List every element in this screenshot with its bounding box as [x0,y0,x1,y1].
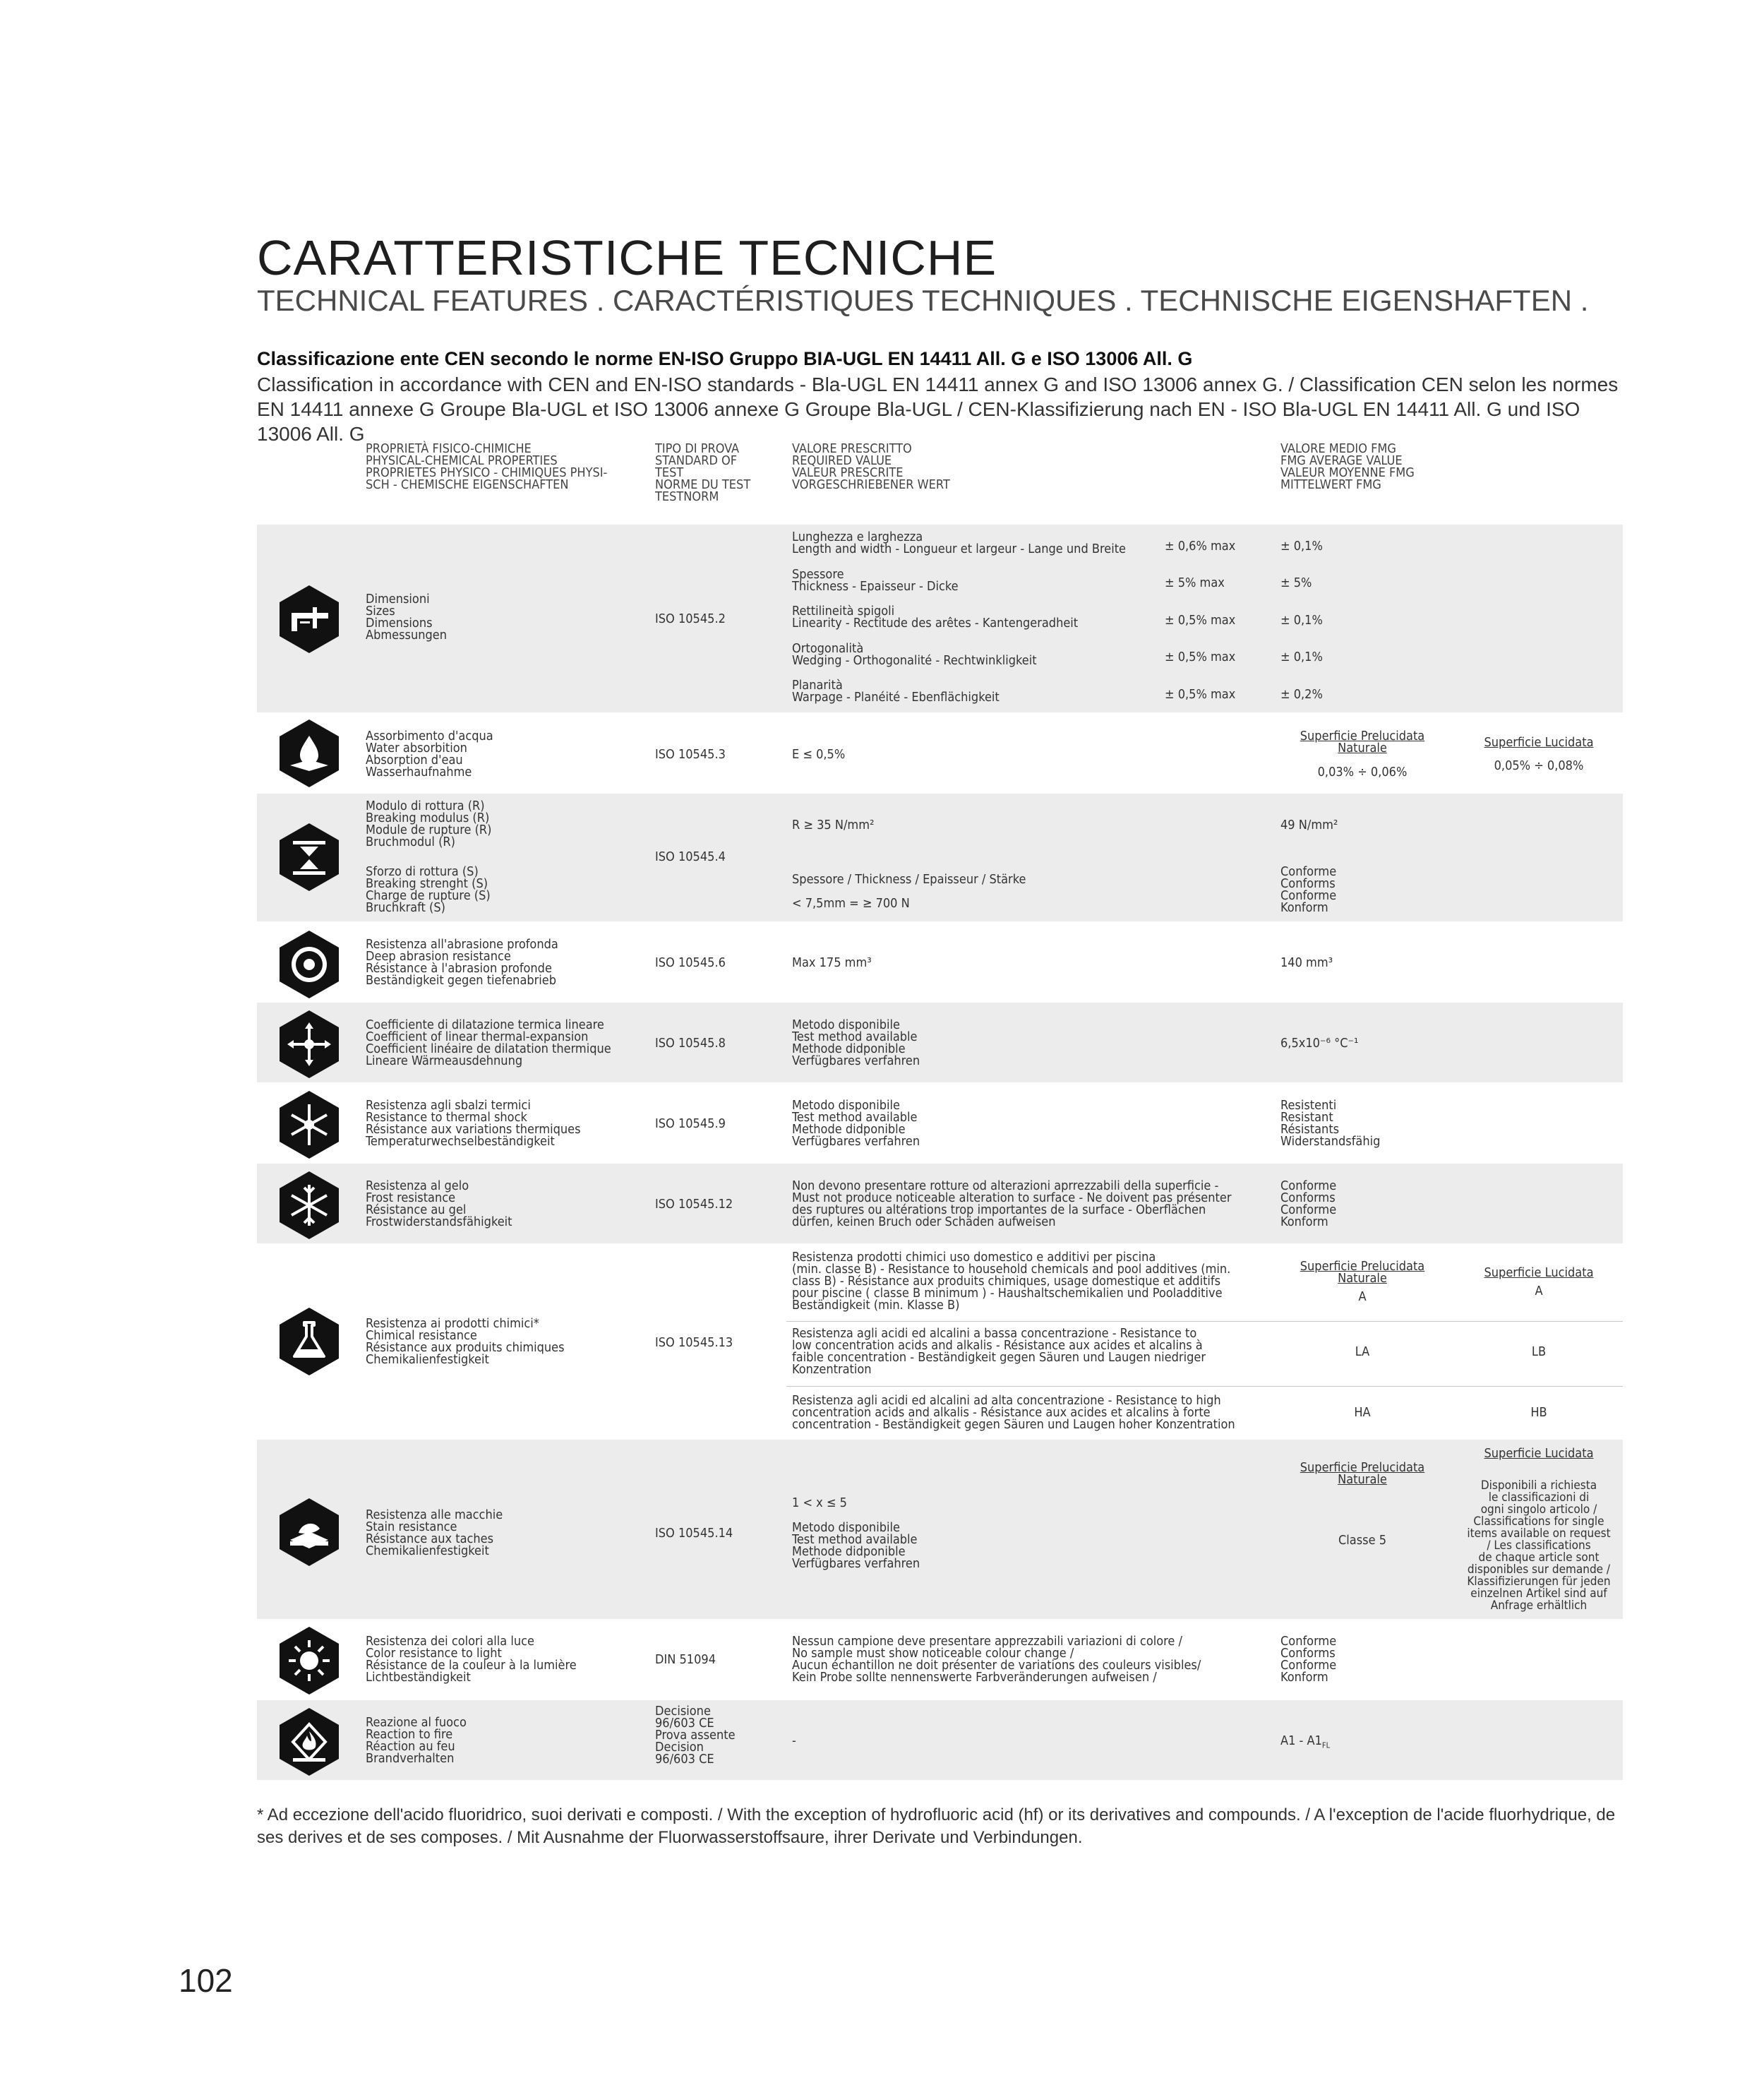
breaking-test: ISO 10545.4 [655,849,726,864]
fire-average [1280,1735,1330,1752]
abrasion-required: Max 175 mm³ [792,955,872,970]
sun-icon [279,1626,340,1695]
breaking-required-force: < 7,5mm = ≥ 700 N [792,896,910,911]
snowflake-icon [279,1171,340,1240]
breaking-property-force: Sforzo di rottura (S) Breaking strenght (S) Charge de rupture (S) Bruchkraft (S) [366,864,491,915]
thermal-expansion-average: 6,5x10⁻⁶ °C⁻¹ [1280,1036,1359,1051]
dimensions-item-label: Rettilineità spigoli Linearity - Rectitude des arêtes - Kantengeradheit [792,604,1079,631]
chemicals-surface-header: Superficie Prelucidata Naturale [1300,1259,1425,1286]
dimensions-item-tolerance: ± 0,5% max [1165,650,1236,664]
water-required: E ≤ 0,5% [792,747,846,762]
dimensions-test: ISO 10545.2 [655,611,726,626]
fire-property: Reazione al fuoco Reaction to fire Réaction au feu Brandverhalten [366,1715,467,1766]
fire-average-subscript: FL [1321,1740,1331,1750]
stain-surface-header: Superficie Prelucidata Naturale [1300,1460,1425,1487]
water-surface-value: 0,03% ÷ 0,06% [1317,765,1408,779]
water-property: Assorbimento d'acqua Water absorbition Absorption d'eau Wasserhaufnahme [366,729,493,779]
stain-polished-value: Disponibili a richiesta le classificazioni di ogni singolo articolo / Classifications for single items available on request / Les classifications de chaque article sont disponibles sur demande / Klassifizierungen für jeden einzelnen Artikel sind auf Anfrage erhältlich [1467,1478,1611,1613]
dimensions-item-tolerance: ± 0,5% max [1165,687,1236,702]
frost-property: Resistenza al gelo Frost resistance Résistance au gel Frostwiderstandsfähigkeit [366,1178,512,1229]
abrasion-property: Resistenza all'abrasione profonda Deep abrasion resistance Résistance à l'abrasion profonde Beständigkeit gegen tiefenabrieb [366,937,558,988]
stain-required-method: Metodo disponibile Test method available Methode didponible Verfügbares verfahren [792,1520,920,1571]
page-number: 102 [179,1962,233,1999]
thermal-expansion-property: Coefficiente di dilatazione termica lineare Coefficient of linear thermal-expansion Coefficient linéaire de dilatation thermique Lineare Wärmeausdehnung [366,1017,611,1068]
chemicals-divider [786,1386,1623,1387]
water-drop-icon [279,719,340,788]
stain-property: Resistenza alle macchie Stain resistance Résistance aux taches Chemikalienfestigkeit [366,1507,503,1558]
flask-icon [279,1307,340,1376]
chemicals-item-label: Resistenza agli acidi ed alcalini a bassa concentrazione - Resistance to low concentration acids and alkalis - Résistance aux acides et alcalins à faible concentration - Beständigkeit gegen Säuren und Laugen niedriger Konzentration [792,1326,1206,1377]
page-title: CARATTERISTICHE TECNICHE [257,230,997,285]
light-average: Conforme Conforms Conforme Konform [1280,1634,1337,1685]
light-required: Nessun campione deve presentare apprezzabili variazioni di colore / No sample must show noticeable colour change / Aucun échantillon ne doit présenter de variations des couleurs visibles/ Kein Probe sollte nennenswerte Farbveränderungen aufweisen / [792,1634,1201,1685]
header-test: TIPO DI PROVA STANDARD OF TEST NORME DU TEST TESTNORM [655,441,751,504]
thermal-expansion-test: ISO 10545.8 [655,1036,726,1051]
dimensions-property: Dimensioni Sizes Dimensions Abmessungen [366,592,448,643]
stain-surface-value: Classe 5 [1338,1533,1387,1548]
fire-required: - [792,1733,796,1748]
chemicals-item-label: Resistenza prodotti chimici uso domestico e additivi per piscina (min. classe B) - Resistance to household chemicals and pool additives (min. class B) - Résistance aux produits chimiques, usage domestique et additifs pour piscine ( classe B minimum ) - Haushaltschemikalien und Pooladditive Beständigkeit (min. Klasse B) [792,1250,1231,1313]
classification-heading: Classificazione ente CEN secondo le norme EN-ISO Gruppo BIA-UGL EN 14411 All. G e ISO 13006 All. G [257,348,1193,369]
caliper-icon [279,585,340,654]
header-required: VALORE PRESCRITTO REQUIRED VALUE VALEUR PRESCRITE VORGESCHRIEBENER WERT [792,441,950,492]
thermal-expansion-required: Metodo disponibile Test method available Methode didponible Verfügbares verfahren [792,1017,920,1068]
thermal-shock-average: Resistenti Resistant Résistants Widerstandsfähig [1280,1098,1381,1149]
chemicals-divider [786,1321,1623,1322]
frost-test: ISO 10545.12 [655,1197,733,1212]
water-test: ISO 10545.3 [655,747,726,762]
dimensions-item-tolerance: ± 0,5% max [1165,613,1236,628]
dimensions-item-average: ± 5% [1280,575,1312,590]
thermal-shock-property: Resistenza agli sbalzi termici Resistance to thermal shock Résistance aux variations thermiques Temperaturwechselbeständigkeit [366,1098,581,1149]
saw-blade-icon [279,930,340,999]
footnote: * Ad eccezione dell'acido fluoridrico, suoi derivati e composti. / With the exception of hydrofluoric acid (hf) or its derivatives and compounds. / A l'exception de l'acide fluorhydrique, de ses derives et de ses composes. / Mit Ausnahme der Fluorwasserstoffsaure, ihrer Derivate und Verbindungen. [257,1805,1616,1847]
frost-average: Conforme Conforms Conforme Konform [1280,1178,1337,1229]
fire-average-value: A1 - A1 [1280,1733,1322,1748]
header-average: VALORE MEDIO FMG FMG AVERAGE VALUE VALEUR MOYENNE FMG MITTELWERT FMG [1280,441,1415,492]
light-test: DIN 51094 [655,1652,716,1667]
breaking-required-modulus: R ≥ 35 N/mm² [792,818,875,832]
dimensions-item-average: ± 0,1% [1280,539,1323,554]
thermal-shock-test: ISO 10545.9 [655,1116,726,1131]
frost-required: Non devono presentare rotture od alterazioni aprrezzabili della superficie - Must not produce noticeable alteration to surface - Ne doivent pas présenter des ruptures ou altérations trop importantes de la surface - Oberflächen dürfen, keinen Bruch oder Schäden aufweisen [792,1178,1232,1229]
stain-test: ISO 10545.14 [655,1526,733,1541]
dimensions-item-label: Planarità Warpage - Planéité - Ebenflächigkeit [792,678,1000,705]
breaking-required-thickness: Spessore / Thickness / Epaisseur / Stärke [792,872,1026,887]
chemicals-item-value-polished: LB [1531,1344,1547,1359]
fire-test: Decisione 96/603 CE Prova assente Decision 96/603 CE [655,1704,736,1767]
chemicals-test: ISO 10545.13 [655,1335,733,1350]
water-polished-value: 0,05% ÷ 0,08% [1494,758,1584,773]
breaking-average-modulus: 49 N/mm² [1280,818,1338,832]
press-icon [279,823,340,892]
page-subtitle: TECHNICAL FEATURES . CARACTÉRISTIQUES TECHNIQUES . TECHNISCHE EIGENSHAFTEN . [257,284,1589,317]
stain-polished-header: Superficie Lucidata [1484,1446,1594,1461]
header-property: PROPRIETÀ FISICO-CHIMICHE PHYSICAL-CHEMICAL PROPERTIES PROPRIETES PHYSICO - CHIMIQUES PHYSI- SCH - CHEMISCHE EIGENSCHAFTEN [366,441,608,492]
thermal-shock-required: Metodo disponibile Test method available Methode didponible Verfügbares verfahren [792,1098,920,1149]
chemicals-item-value-polished: HB [1530,1405,1547,1420]
stain-required-range: 1 < x ≤ 5 [792,1495,847,1510]
flame-icon [279,1707,340,1776]
abrasion-average: 140 mm³ [1280,955,1333,970]
breaking-property-modulus: Modulo di rottura (R) Breaking modulus (R) Module de rupture (R) Bruchmodul (R) [366,799,492,849]
dimensions-item-label: Spessore Thickness - Epaisseur - Dicke [792,567,959,594]
chemicals-item-label: Resistenza agli acidi ed alcalini ad alta concentrazione - Resistance to high concentration acids and alkalis - Résistance aux acides et alcalins à forte concentration - Beständigkeit gegen Säuren und Laugen hoher Konzentration [792,1393,1235,1432]
water-polished-header: Superficie Lucidata [1484,735,1594,750]
dimensions-item-average: ± 0,2% [1280,687,1323,702]
chemicals-polished-header: Superficie Lucidata [1484,1265,1594,1280]
chemicals-item-value-prepolished: HA [1354,1405,1371,1420]
dimensions-item-average: ± 0,1% [1280,650,1323,664]
dimensions-item-tolerance: ± 0,6% max [1165,539,1236,554]
chemicals-item-value-prepolished: A [1358,1289,1367,1304]
stain-icon [279,1498,340,1567]
thermal-shock-icon [279,1090,340,1159]
dimensions-item-average: ± 0,1% [1280,613,1323,628]
water-surface-header: Superficie Prelucidata Naturale [1300,729,1425,755]
expansion-arrows-icon [279,1010,340,1079]
classification-text: Classification in accordance with CEN and EN-ISO standards - Bla-UGL EN 14411 annex G and ISO 13006 annex G. / Classification CEN selon les normes EN 14411 annexe G Groupe Bla-UGL et ISO 13006 annexe G Groupe Bla-UGL / CEN-Klassifizierung nach EN - ISO Bla-UGL EN 14411 All. G und ISO 13006 All. G [257,374,1619,445]
dimensions-item-tolerance: ± 5% max [1165,575,1225,590]
chemicals-item-value-prepolished: LA [1355,1344,1370,1359]
chemicals-property: Resistenza ai prodotti chimici* Chimical resistance Résistance aux produits chimiques Chemikalienfestigkeit [366,1316,565,1367]
chemicals-item-value-polished: A [1535,1284,1543,1298]
breaking-average-force: Conforme Conforms Conforme Konform [1280,864,1337,915]
dimensions-item-label: Ortogonalità Wedging - Orthogonalité - Rechtwinkligkeit [792,641,1037,668]
dimensions-item-label: Lunghezza e larghezza Length and width - Longueur et largeur - Lange und Breite [792,530,1127,556]
light-property: Resistenza dei colori alla luce Color resistance to light Résistance de la couleur à la lumière Lichtbeständigkeit [366,1634,577,1685]
abrasion-test: ISO 10545.6 [655,955,726,970]
